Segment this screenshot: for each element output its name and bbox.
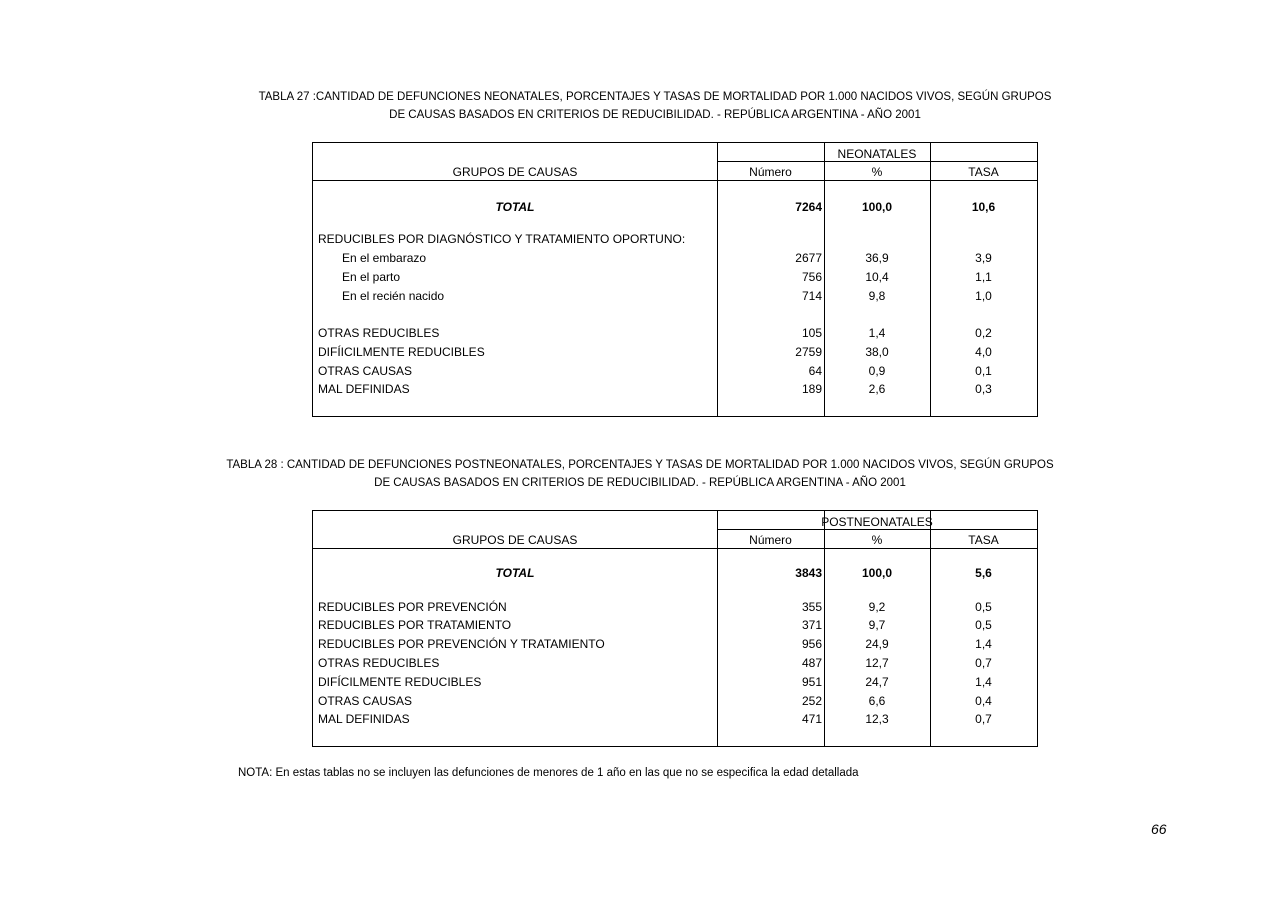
row-tasa: 0,2: [975, 326, 992, 340]
page-number: 66: [1151, 821, 1167, 837]
table-row: [313, 380, 1037, 398]
row-pct: 1,4: [868, 326, 886, 340]
table-row: [313, 710, 1037, 728]
table-row: [313, 654, 1037, 672]
row-label: REDUCIBLES POR PREVENCIÓN Y TRATAMIENTO: [318, 637, 605, 651]
row-pct: 2,6: [868, 382, 886, 396]
section-row: [313, 230, 1037, 248]
row-numero: 2759: [795, 345, 822, 359]
row-pct: 100,0: [861, 566, 893, 580]
row-tasa: 4,0: [975, 345, 992, 359]
row-label: En el embarazo: [342, 251, 427, 265]
row-pct: 12,7: [865, 656, 889, 670]
column-header-tasa: TASA: [968, 533, 999, 547]
row-label: En el recién nacido: [342, 289, 445, 303]
table27-title: [0, 88, 1280, 124]
row-pct: 38,0: [865, 345, 889, 359]
row-pct: 10,4: [865, 270, 889, 284]
row-tasa: 3,9: [975, 251, 992, 265]
row-pct: 9,8: [868, 289, 886, 303]
table-row: [313, 616, 1037, 634]
row-numero: 355: [801, 600, 822, 614]
column-header-numero: Número: [749, 533, 792, 547]
section-label: REDUCIBLES POR DIAGNÓSTICO Y TRATAMIENTO OPORTUNO:: [318, 232, 686, 246]
row-label: En el parto: [342, 270, 401, 284]
table27-title-line2: DE CAUSAS BASADOS EN CRITERIOS DE REDUCIBILIDAD. - REPÚBLICA ARGENTINA - AÑO 2001: [389, 109, 921, 121]
total-row: [313, 564, 1037, 582]
row-tasa: 0,7: [975, 712, 992, 726]
table-row: [313, 362, 1037, 380]
row-label: OTRAS CAUSAS: [318, 364, 413, 378]
row-pct: 9,2: [868, 600, 886, 614]
table28: [312, 510, 1038, 747]
table-row: [313, 249, 1037, 267]
table-row: [313, 692, 1037, 710]
row-numero: 956: [801, 637, 822, 651]
row-tasa: 0,5: [975, 618, 992, 632]
row-numero: 371: [801, 618, 822, 632]
row-numero: 487: [801, 656, 822, 670]
row-pct: 0,9: [868, 364, 886, 378]
row-numero: 951: [801, 675, 822, 689]
group-header: POSTNEONATALES: [821, 515, 933, 529]
table-row: [313, 268, 1037, 286]
table-row: [313, 673, 1037, 691]
row-numero: 714: [801, 289, 822, 303]
table28-title-line1: TABLA 28 : CANTIDAD DE DEFUNCIONES POSTNEONATALES, PORCENTAJES Y TASAS DE MORTALIDAD POR 1.000 NACIDOS VIVOS, SEGÚN GRUPOS: [226, 459, 1054, 471]
column-header-causas: GRUPOS DE CAUSAS: [452, 533, 578, 547]
row-numero: 252: [801, 694, 822, 708]
total-row: [313, 198, 1037, 216]
column-header-pct: %: [871, 165, 883, 179]
row-tasa: 1,0: [975, 289, 992, 303]
row-pct: 6,6: [868, 694, 886, 708]
row-label: OTRAS REDUCIBLES: [318, 656, 440, 670]
row-tasa: 0,1: [975, 364, 992, 378]
row-numero: 105: [801, 326, 822, 340]
row-label: DIFÍCILMENTE REDUCIBLES: [318, 675, 482, 689]
column-header-pct: %: [871, 533, 883, 547]
row-tasa: 0,7: [975, 656, 992, 670]
group-header: NEONATALES: [837, 147, 917, 161]
row-tasa: 10,6: [971, 200, 996, 214]
table27: [312, 142, 1038, 417]
row-tasa: 1,1: [975, 270, 992, 284]
row-label: MAL DEFINIDAS: [318, 382, 410, 396]
row-numero: 756: [801, 270, 822, 284]
table28-title-line2: DE CAUSAS BASADOS EN CRITERIOS DE REDUCIBILIDAD. - REPÚBLICA ARGENTINA - AÑO 2001: [374, 477, 906, 489]
column-header-causas: GRUPOS DE CAUSAS: [452, 165, 578, 179]
row-pct: 24,9: [865, 637, 889, 651]
table28-title: [0, 456, 1280, 492]
table-row: [313, 324, 1037, 342]
column-header-numero: Número: [749, 165, 792, 179]
row-label: MAL DEFINIDAS: [318, 712, 410, 726]
row-label: TOTAL: [495, 566, 535, 580]
row-pct: 100,0: [861, 200, 893, 214]
row-tasa: 1,4: [975, 675, 992, 689]
row-label: REDUCIBLES POR TRATAMIENTO: [318, 618, 512, 632]
table-row: [313, 343, 1037, 361]
row-tasa: 0,4: [975, 694, 992, 708]
row-numero: 3843: [795, 566, 822, 580]
table-row: [313, 598, 1037, 616]
row-tasa: 1,4: [975, 637, 992, 651]
row-tasa: 5,6: [975, 566, 992, 580]
row-tasa: 0,3: [975, 382, 992, 396]
row-label: TOTAL: [495, 200, 535, 214]
table27-title-line1: TABLA 27 :CANTIDAD DE DEFUNCIONES NEONATALES, PORCENTAJES Y TASAS DE MORTALIDAD POR 1.000 NACIDOS VIVOS, SEGÚN GRUPOS: [258, 91, 1052, 103]
row-pct: 36,9: [865, 251, 889, 265]
row-label: OTRAS CAUSAS: [318, 694, 413, 708]
row-numero: 7264: [795, 200, 822, 214]
footnote: NOTA: En estas tablas no se incluyen las defunciones de menores de 1 año en las que no se especifica la edad detallada: [238, 767, 859, 779]
row-label: REDUCIBLES POR PREVENCIÓN: [318, 600, 507, 614]
row-numero: 64: [808, 364, 822, 378]
row-pct: 24,7: [865, 675, 889, 689]
table-row: [313, 287, 1037, 305]
row-pct: 9,7: [868, 618, 886, 632]
row-numero: 189: [801, 382, 822, 396]
column-header-tasa: TASA: [968, 165, 999, 179]
row-numero: 2677: [795, 251, 822, 265]
row-label: OTRAS REDUCIBLES: [318, 326, 440, 340]
row-label: DIFÍICILMENTE REDUCIBLES: [318, 345, 485, 359]
table-row: [313, 635, 1037, 653]
row-pct: 12,3: [865, 712, 889, 726]
row-numero: 471: [801, 712, 822, 726]
row-tasa: 0,5: [975, 600, 992, 614]
